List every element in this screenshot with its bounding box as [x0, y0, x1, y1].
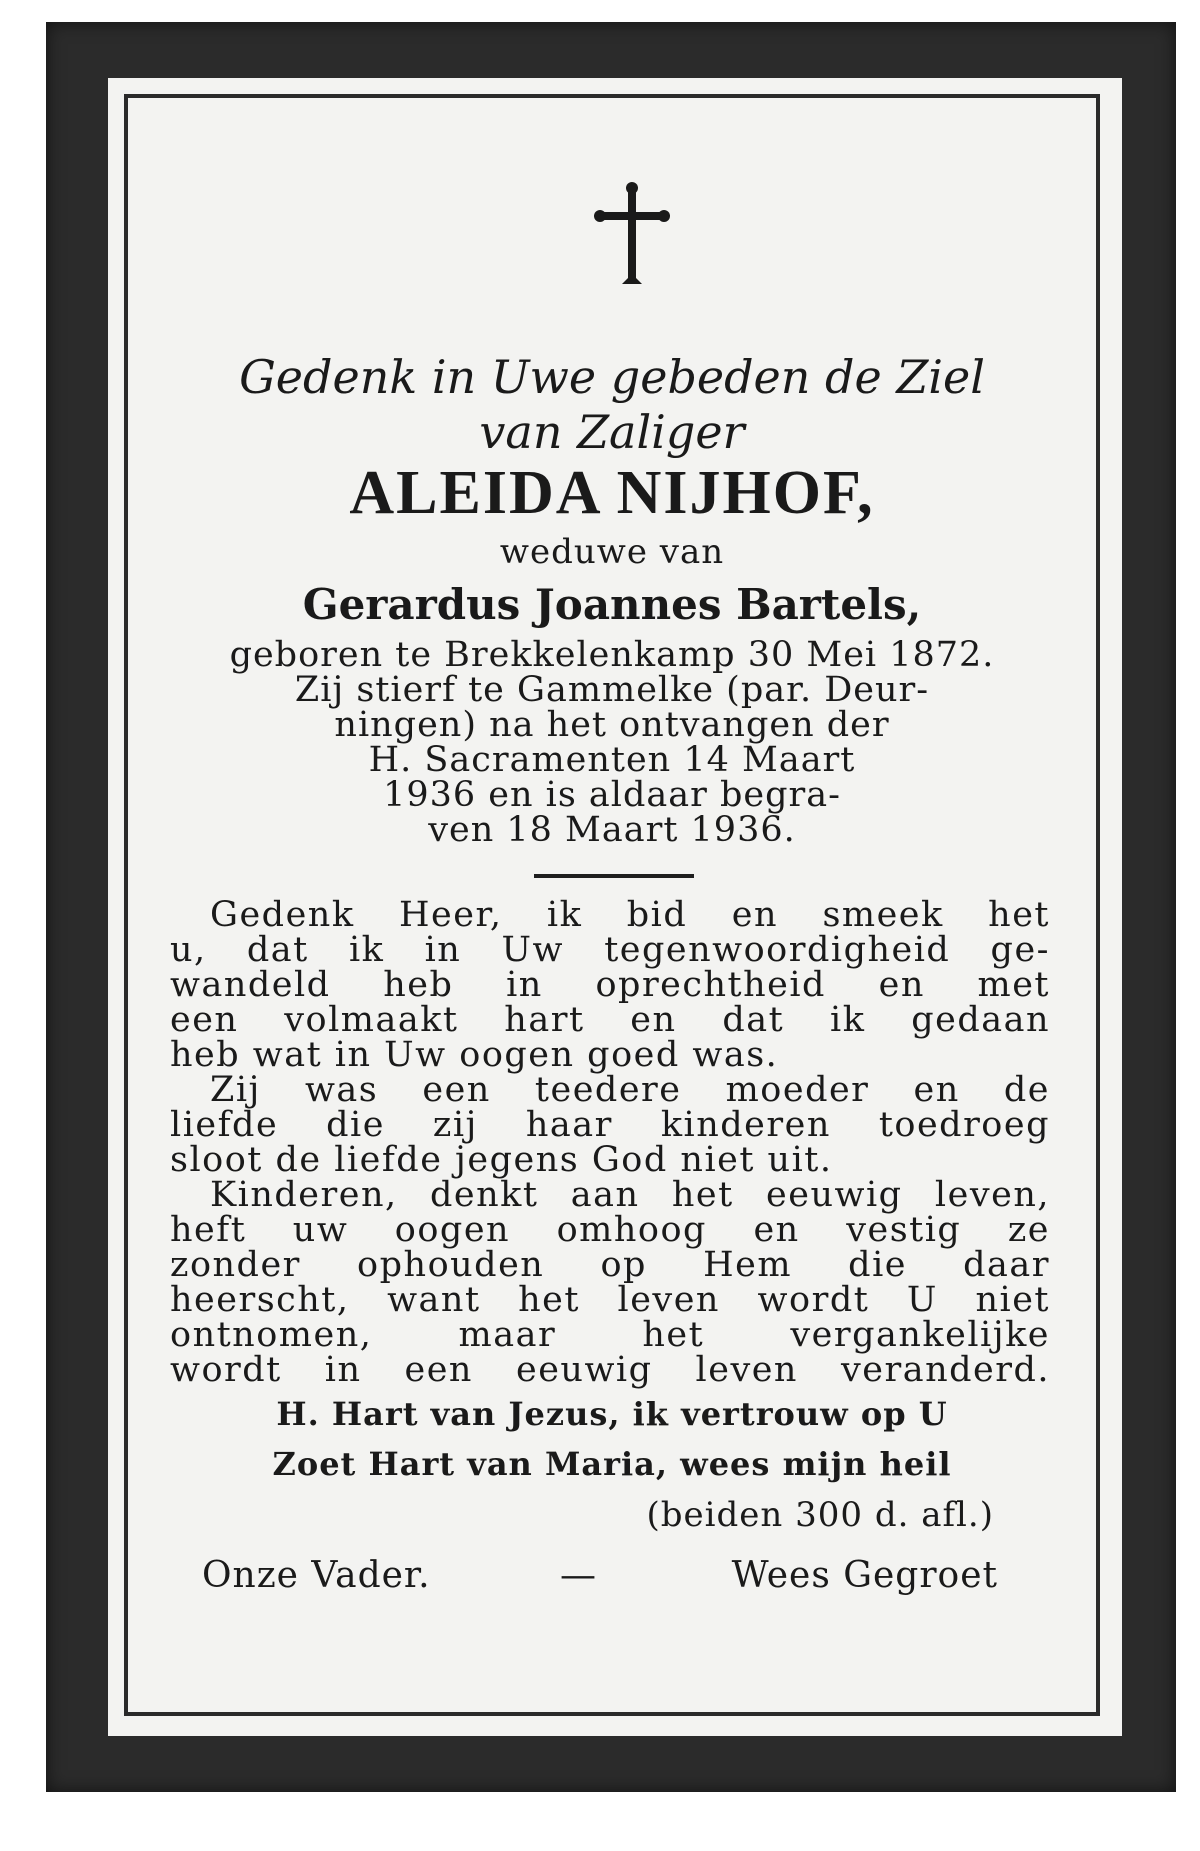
footer-prayer-hail-mary: Wees Gegroet — [731, 1555, 998, 1596]
divider-rule — [534, 874, 694, 878]
body-text-line: heerscht, want het leven wordt U niet — [170, 1280, 1050, 1320]
body-text-line: ontnomen, maar het vergankelijke — [170, 1315, 1050, 1355]
body-text-line: Gedenk Heer, ik bid en smeek het — [210, 895, 1050, 935]
biography-line: 1936 en is aldaar begra- — [383, 775, 841, 815]
biography-line: geboren te Brekkelenkamp 30 Mei 1872. — [229, 635, 995, 675]
cross-icon — [592, 182, 672, 292]
body-text-line: Kinderen, denkt aan het eeuwig leven, — [210, 1175, 1050, 1215]
relation-label: weduwe van — [499, 532, 725, 572]
indulgence-note: (beiden 300 d. afl.) — [646, 1495, 994, 1535]
husband-name: Gerardus Joannes Bartels, — [302, 580, 922, 629]
footer-dash: — — [560, 1555, 596, 1596]
body-text-line: liefde die zij haar kinderen toedroeg — [170, 1105, 1050, 1145]
prayer-line: H. Hart van Jezus, ik vertrouw op U — [276, 1395, 948, 1433]
body-text-line: een volmaakt hart en dat ik gedaan — [170, 1000, 1050, 1040]
body-text-line: u, dat ik in Uw tegenwoordigheid ge- — [170, 930, 1050, 970]
biography-line: ven 18 Maart 1936. — [428, 810, 796, 850]
footer-prayer-our-father: Onze Vader. — [202, 1555, 431, 1596]
body-text-line: wandeld heb in oprechtheid en met — [170, 965, 1050, 1005]
body-text-line: sloot de liefde jegens God niet uit. — [170, 1140, 833, 1180]
deceased-name: ALEIDA NIJHOF, — [349, 459, 875, 527]
body-text-line: wordt in een eeuwig leven veranderd. — [170, 1350, 1050, 1390]
header-line-1: Gedenk in Uwe gebeden de Ziel — [239, 350, 985, 404]
body-text-line: zonder ophouden op Hem die daar — [170, 1245, 1050, 1285]
biography-line: H. Sacramenten 14 Maart — [368, 740, 856, 780]
header-line-2: van Zaliger — [479, 405, 745, 459]
biography-line: ningen) na het ontvangen der — [334, 705, 890, 745]
body-text-line: Zij was een teedere moeder en de — [210, 1070, 1050, 1110]
card-content — [132, 100, 1092, 1710]
prayer-line: Zoet Hart van Maria, wees mijn heil — [272, 1445, 952, 1483]
body-text-line: heft uw oogen omhoog en vestig ze — [170, 1210, 1050, 1250]
biography-line: Zij stierf te Gammelke (par. Deur- — [294, 670, 930, 710]
body-text-line: heb wat in Uw oogen goed was. — [170, 1035, 779, 1075]
